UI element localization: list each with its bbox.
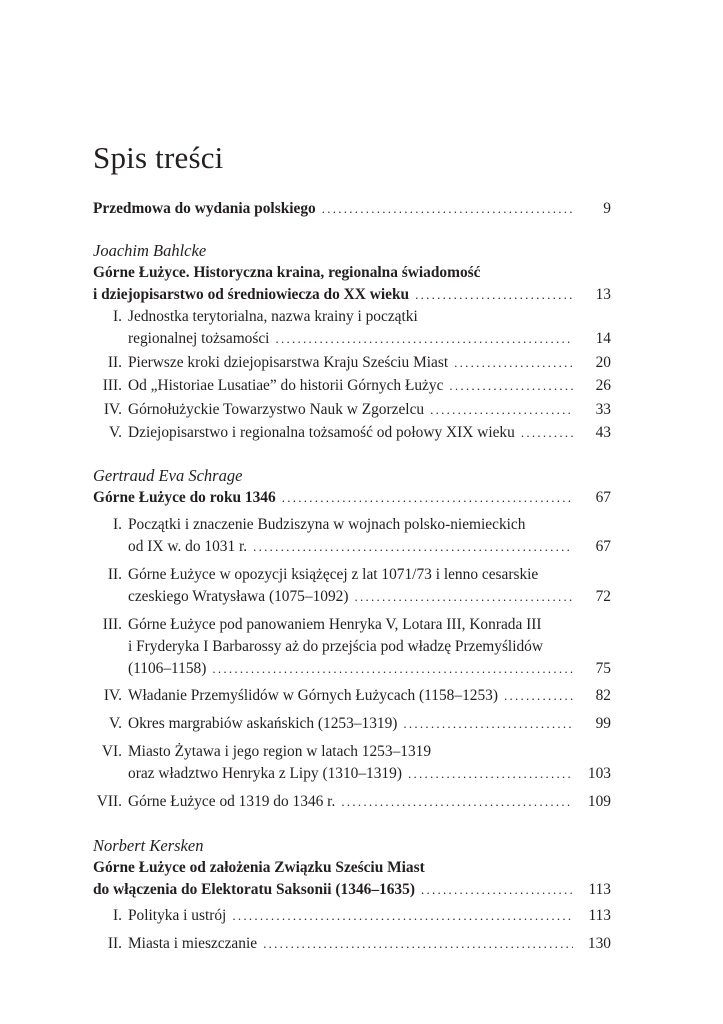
chapter-title-line: Od „Historiae Lusatiae” do historii Górnych Łużyc — [128, 377, 444, 394]
page-number: 113 — [588, 881, 611, 898]
chapter-number: III. — [102, 616, 122, 633]
toc-chapter[interactable] — [93, 306, 611, 350]
section-author: Joachim Bahlcke — [93, 241, 207, 260]
leader-dots — [341, 791, 573, 813]
toc-section — [93, 835, 611, 901]
chapter-number: I. — [113, 907, 122, 924]
toc-chapter[interactable] — [93, 741, 611, 785]
leader-dots — [322, 198, 573, 220]
section-title-line: Górne Łużyce od założenia Związku Sześciu Miast — [93, 859, 425, 876]
page-title: Spis treści — [93, 140, 224, 175]
toc-chapter[interactable] — [93, 399, 611, 421]
chapter-title-line: Polityka i ustrój — [128, 907, 227, 924]
page-number: 26 — [595, 377, 611, 394]
section-title-line: i dziejopisarstwo od średniowiecza do XX wieku — [93, 286, 410, 303]
toc-chapter[interactable] — [93, 422, 611, 444]
page-number: 9 — [603, 200, 611, 217]
leader-dots — [232, 905, 573, 927]
page-number: 33 — [595, 401, 611, 418]
page-number: 99 — [595, 715, 611, 732]
chapter-title-line: (1106–1158) — [128, 660, 207, 677]
leader-dots — [354, 586, 573, 608]
chapter-number: III. — [102, 377, 122, 394]
chapter-number: VII. — [96, 793, 122, 810]
chapter-title-line: i Fryderyka I Barbarossy aż do przejścia pod władzę Przemyślidów — [128, 638, 543, 655]
chapter-number: IV. — [103, 687, 122, 704]
toc-chapter[interactable] — [93, 685, 611, 707]
chapter-number: II. — [107, 935, 122, 952]
chapter-number: II. — [107, 566, 122, 583]
toc-chapter[interactable] — [93, 514, 611, 558]
page-number: 130 — [587, 935, 611, 952]
chapter-title-line: Miasta i mieszczanie — [128, 935, 258, 952]
section-author: Gertraud Eva Schrage — [93, 466, 243, 485]
leader-dots — [408, 763, 573, 785]
toc-section — [93, 465, 611, 509]
page-number: 14 — [595, 330, 611, 347]
page-number: 103 — [587, 765, 611, 782]
chapter-number: V. — [109, 715, 122, 732]
chapter-number: V. — [109, 424, 122, 441]
chapter-title-line: Dziejopisarstwo i regionalna tożsamość od połowy XIX wieku — [128, 424, 515, 441]
page-number: 13 — [595, 286, 611, 303]
chapter-title-line: regionalnej tożsamości — [128, 330, 270, 347]
toc-chapter[interactable] — [93, 713, 611, 735]
chapter-title-line: Jednostka terytorialna, nazwa krainy i początki — [128, 308, 418, 325]
section-title-row[interactable] — [93, 879, 611, 901]
chapter-title-line: Górne Łużyce pod panowaniem Henryka V, Lotara III, Konrada III — [128, 616, 542, 633]
chapter-title-line: od IX w. do 1031 r. — [128, 538, 248, 555]
chapter-number: IV. — [103, 401, 122, 418]
chapter-title-line: Pierwsze kroki dziejopisarstwa Kraju Sześciu Miast — [128, 354, 449, 371]
entry-title: Przedmowa do wydania polskiego — [93, 200, 316, 217]
section-title-line: do włączenia do Elektoratu Saksonii (1346–1635) — [93, 881, 415, 898]
toc-section — [93, 240, 611, 306]
chapter-number: I. — [113, 308, 122, 325]
chapter-title-line: Władanie Przemyślidów w Górnych Łużycach (1158–1253) — [128, 687, 498, 704]
leader-dots — [449, 375, 573, 397]
chapter-title-line: czeskiego Wratysława (1075–1092) — [128, 588, 349, 605]
chapter-title-line: Górnołużyckie Towarzystwo Nauk w Zgorzelcu — [128, 401, 425, 418]
chapter-title-line: Początki i znaczenie Budziszyna w wojnach polsko-niemieckich — [128, 516, 526, 533]
toc-chapter[interactable] — [93, 791, 611, 813]
leader-dots — [253, 536, 573, 558]
section-author: Norbert Kersken — [93, 836, 204, 855]
toc-entry-preface[interactable] — [93, 198, 611, 220]
toc-chapter[interactable] — [93, 375, 611, 397]
toc-chapter[interactable] — [93, 352, 611, 374]
chapter-title-line: oraz władztwo Henryka z Lipy (1310–1319) — [128, 765, 402, 782]
toc-chapter[interactable] — [93, 905, 611, 927]
chapter-number: VI. — [101, 743, 122, 760]
leader-dots — [263, 933, 573, 955]
toc-chapter[interactable] — [93, 614, 611, 680]
chapter-title-line: Górne Łużyce w opozycji książęcej z lat 1071/73 i lenno cesarskie — [128, 566, 539, 583]
leader-dots — [415, 284, 573, 306]
toc-chapter[interactable] — [93, 933, 611, 955]
leader-dots — [430, 399, 573, 421]
page-number: 72 — [595, 588, 611, 605]
chapter-title-line: Miasto Żytawa i jego region w latach 1253–1319 — [128, 743, 432, 760]
section-title-line: Górne Łużyce do roku 1346 — [93, 489, 276, 506]
toc-chapter[interactable] — [93, 564, 611, 608]
leader-dots — [454, 352, 573, 374]
page-number: 109 — [587, 793, 611, 810]
page-number: 43 — [595, 424, 611, 441]
section-title-row[interactable] — [93, 284, 611, 306]
chapter-title-line: Okres margrabiów askańskich (1253–1319) — [128, 715, 398, 732]
leader-dots — [504, 685, 573, 707]
page-number: 67 — [595, 489, 611, 506]
leader-dots — [212, 658, 573, 680]
leader-dots — [282, 487, 573, 509]
chapter-title-line: Górne Łużyce od 1319 do 1346 r. — [128, 793, 336, 810]
page-number: 82 — [595, 687, 611, 704]
chapter-number: II. — [107, 354, 122, 371]
page-number: 113 — [588, 907, 611, 924]
leader-dots — [403, 713, 573, 735]
leader-dots — [275, 328, 573, 350]
page-number: 20 — [595, 354, 611, 371]
section-title-row[interactable] — [93, 487, 611, 509]
chapter-number: I. — [113, 516, 122, 533]
section-title-line: Górne Łużyce. Historyczna kraina, regionalna świadomość — [93, 264, 481, 281]
leader-dots — [421, 879, 573, 901]
page-number: 67 — [595, 538, 611, 555]
leader-dots — [521, 422, 573, 444]
page-number: 75 — [595, 660, 611, 677]
